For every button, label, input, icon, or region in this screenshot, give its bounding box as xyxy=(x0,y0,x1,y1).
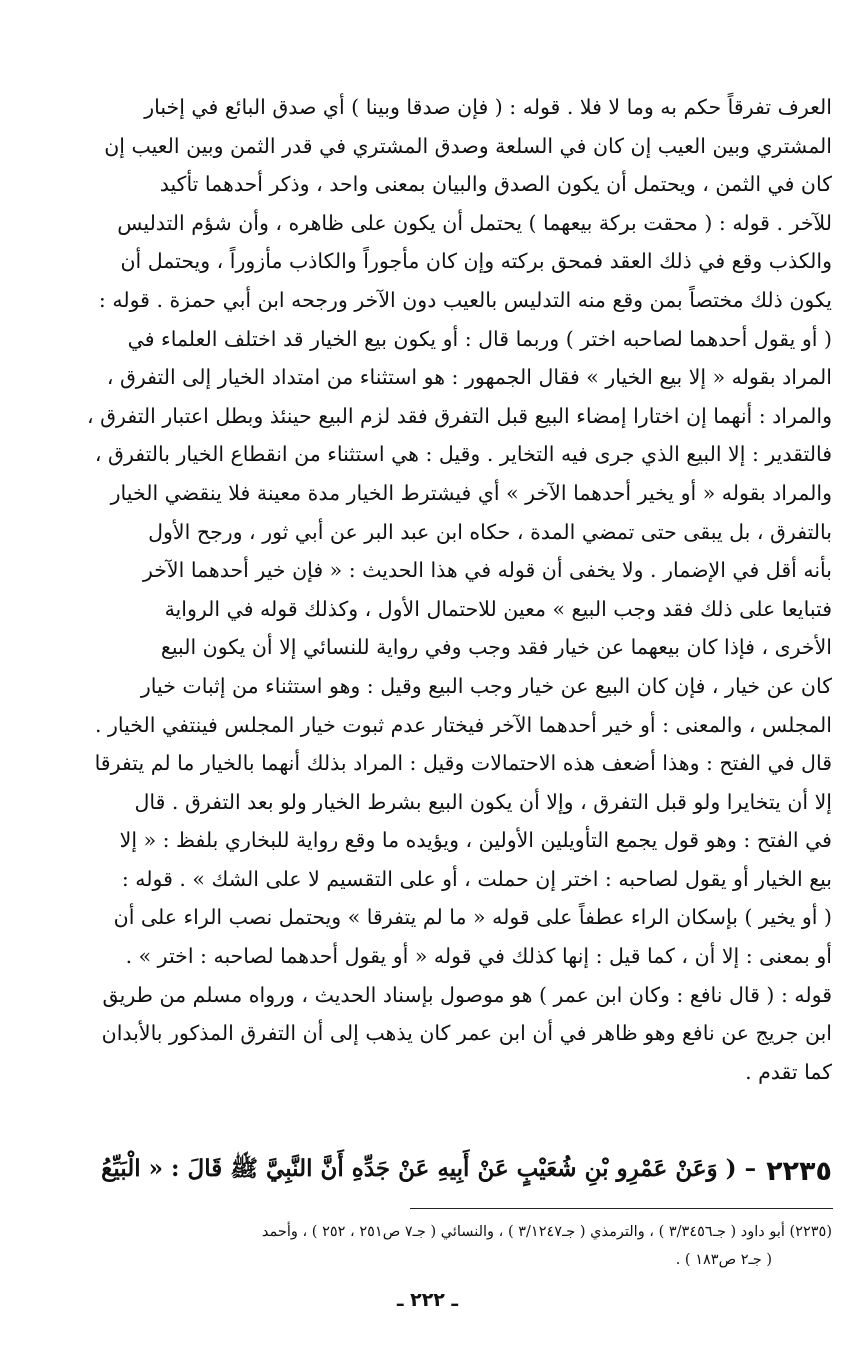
text-line: قال في الفتح : وهذا أضعف هذه الاحتمالات وقيل : المراد بذلك أنهما بالخيار ما لم يتفرقا xyxy=(94,751,832,776)
text-line: بالتفرق ، بل يبقى حتى تمضي المدة ، حكاه ابن عبد البر عن أبي ثور ، ورجح الأول xyxy=(148,519,832,544)
text-line: كان في الثمن ، ويحتمل أن يكون الصدق والبيان بمعنى واحد ، وذكر أحدهما تأكيد xyxy=(159,172,832,197)
footnote-line: ( جـ٢ ص١٨٣ ) . xyxy=(675,1252,772,1268)
hadith-heading xyxy=(22,1146,832,1196)
text-line: قوله : ( قال نافع : وكان ابن عمر ) هو موصول بإسناد الحديث ، ورواه مسلم من طريق xyxy=(102,982,832,1007)
text-line: ابن جريج عن نافع وهو ظاهر في أن ابن عمر كان يذهب إلى أن التفرق المذكور بالأبدان xyxy=(101,1021,832,1046)
page-number: ـ ٢٢٢ ـ xyxy=(396,1289,458,1311)
commentary-text xyxy=(22,88,832,1091)
text-line: في الفتح : وهو قول يجمع التأويلين الأولين ، ويؤيده ما وقع رواية للبخاري بلفظ : « إلا xyxy=(119,828,832,853)
text-line: بيع الخيار أو يقول لصاحبه : اختر إن حملت ، أو على التقسيم لا على الشك » . قوله : xyxy=(121,866,832,891)
text-line: والكذب وقع في ذلك العقد فمحق بركته وإن كان مأجوراً والكاذب مأزوراً ، ويحتمل أن xyxy=(120,249,832,274)
text-line: المجلس ، والمعنى : أو خير أحدهما الآخر فيختار عدم ثبوت خيار المجلس فينتفي الخيار . xyxy=(94,712,832,737)
footnote-divider xyxy=(410,1208,833,1209)
text-line: المشتري وبين العيب إن كان في السلعة وصدق المشتري في قدر الثمن وبين العيب إن xyxy=(104,133,832,158)
text-line: كان عن خيار ، فإن كان البيع عن خيار وجب البيع وقيل : وهو استثناء من إثبات خيار xyxy=(140,673,832,698)
text-line: والمراد : أنهما إن اختارا إمضاء البيع قبل التفرق فقد لزم البيع حينئذ وبطل اعتبار التفرق ، xyxy=(87,403,832,428)
text-line: ( أو يقول أحدهما لصاحبه اختر ) وربما قال : أو يكون بيع الخيار قد اختلف العلماء في xyxy=(127,326,832,351)
text-line: أو بمعنى : إلا أن ، كما قيل : إنها كذلك في قوله « أو يقول أحدهما لصاحبه : اختر » . xyxy=(125,944,832,969)
text-line: يكون ذلك مختصاً بمن وقع منه التدليس بالعيب دون الآخر ورجحه ابن أبي حمزة . قوله : xyxy=(98,287,832,312)
text-line: فالتقدير : إلا البيع الذي جرى فيه التخاير . وقيل : هي استثناء من انقطاع الخيار بالتفرق ، xyxy=(94,442,832,467)
text-line: فتبايعا على ذلك فقد وجب البيع » معين للاحتمال الأول ، وكذلك قوله في الرواية xyxy=(164,596,832,621)
text-line: المراد بقوله « إلا بيع الخيار » فقال الجمهور : هو استثناء من امتداد الخيار إلى التفرق ، xyxy=(106,365,832,390)
text-line: كما تقدم . xyxy=(745,1059,832,1084)
text-line: إلا أن يتخايرا ولو قبل التفرق ، وإلا أن يكون البيع بشرط الخيار ولو بعد التفرق . قال xyxy=(134,789,832,814)
hadith-number: ٢٢٣٥ xyxy=(766,1155,832,1187)
text-line: الأخرى ، فإذا كان بيعهما عن خيار فقد وجب وفي رواية للنسائي إلا أن يكون البيع xyxy=(160,635,832,660)
text-line: ( أو يخير ) بإسكان الراء عطفاً على قوله « ما لم يتفرقا » ويحتمل نصب الراء على أن xyxy=(113,905,832,930)
footnote-line: (٢٢٣٥) أبو داود ( جـ٣/٣٤٥٦ ) ، والترمذي ( جـ٣/١٢٤٧ ) ، والنسائي ( جـ٧ ص٢٥١ ، ٢٥٢ ) ، وأحمد xyxy=(261,1224,832,1240)
text-line: بأنه أقل في الإضمار . ولا يخفى أن قوله في هذا الحديث : « فإن خير أحدهما الآخر xyxy=(142,558,832,583)
footnote xyxy=(22,1218,832,1274)
text-line: والمراد بقوله « أو يخير أحدهما الآخر » أي فيشترط الخيار مدة معينة فلا ينقضي الخيار xyxy=(110,480,832,505)
text-line: للآخر . قوله : ( محقت بركة بيعهما ) يحتمل أن يكون على ظاهره ، وأن شؤم التدليس xyxy=(117,210,832,235)
hadith-text: – ( وَعَنْ عَمْرِو بْنِ شُعَيْبٍ عَنْ أَبِيهِ عَنْ جَدِّهِ أَنَّ النَّبِيَّ ﷺ قَالَ : « الْبَيِّعُ xyxy=(101,1155,757,1182)
text-line: العرف تفرقاً حكم به وما لا فلا . قوله : ( فإن صدقا وبينا ) أي صدق البائع في إخبار xyxy=(144,95,832,119)
